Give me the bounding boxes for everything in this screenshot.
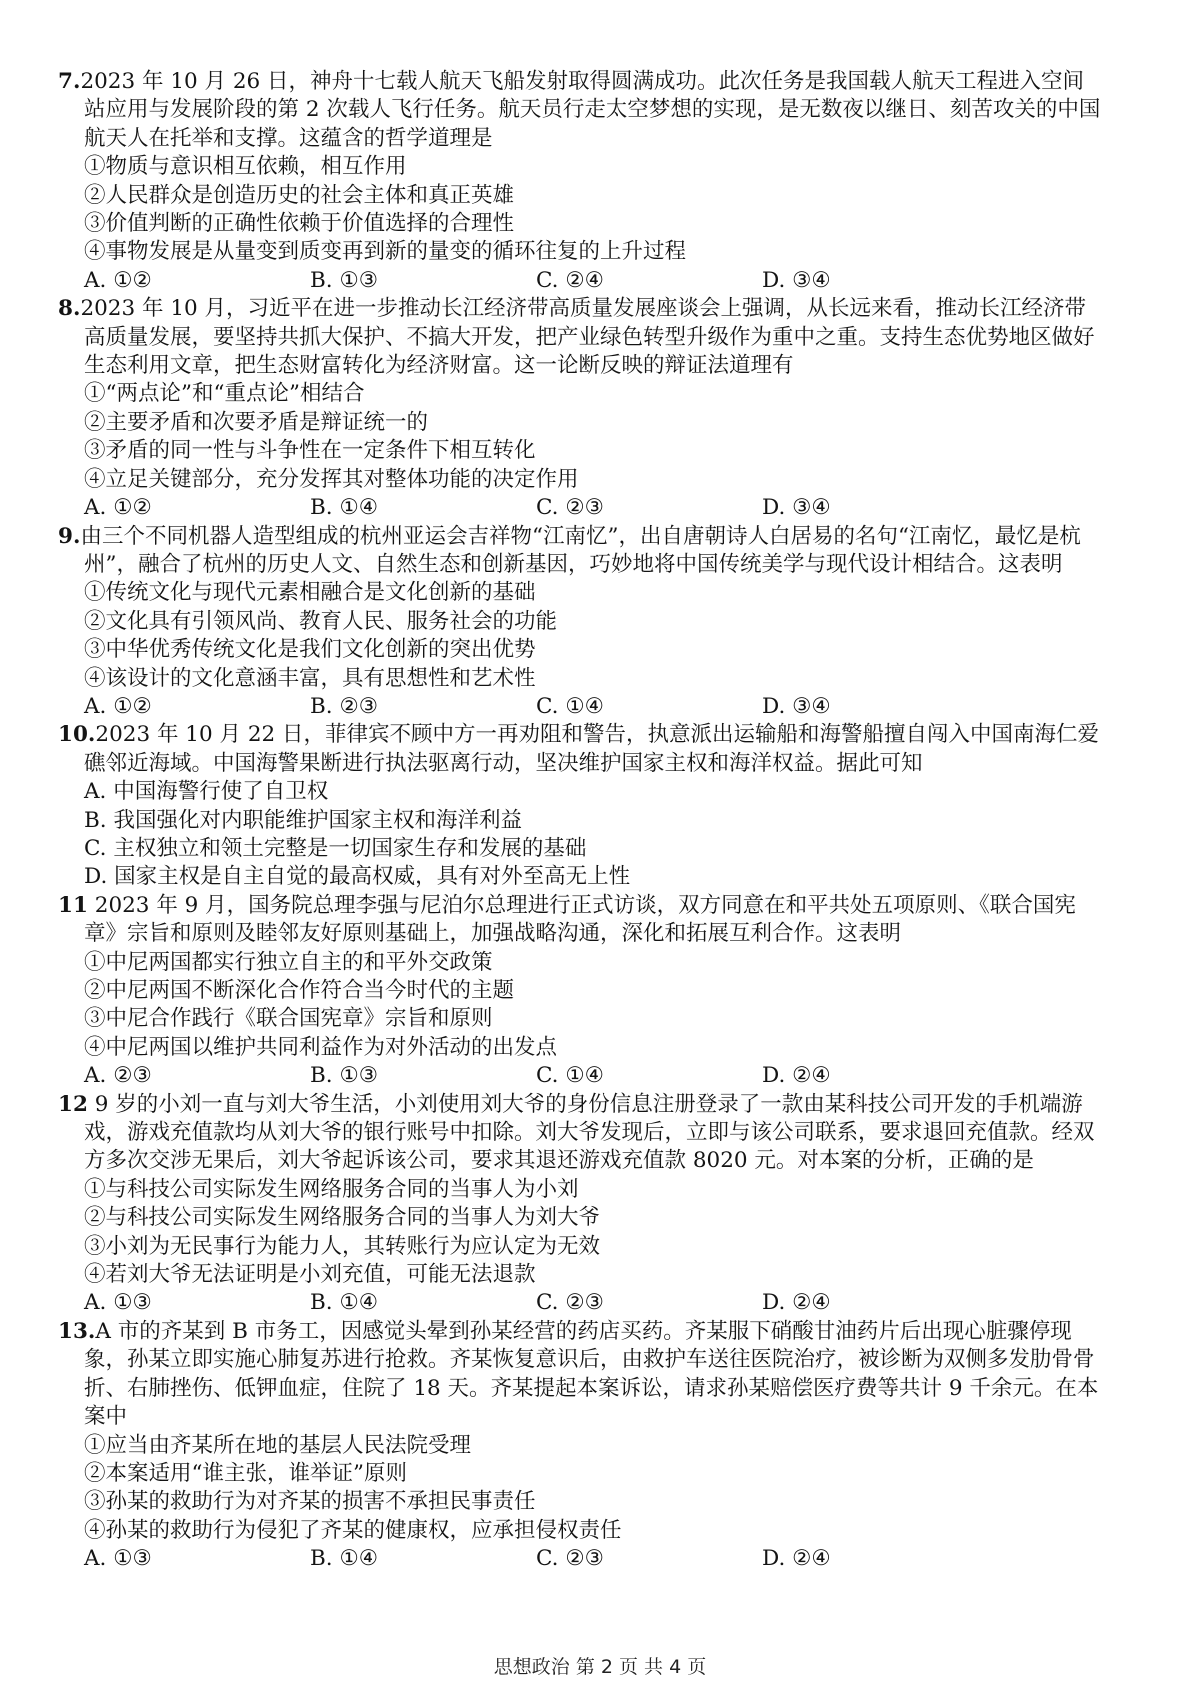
question-9 <box>58 523 1104 722</box>
statement: ②人民群众是创造历史的社会主体和真正英雄 <box>84 182 515 208</box>
choice-a[interactable]: A. ①② <box>84 495 152 521</box>
statement: ③中尼合作践行《联合国宪章》宗旨和原则 <box>84 1006 493 1032</box>
choice-c[interactable]: C. 主权独立和领土完整是一切国家生存和发展的基础 <box>84 835 587 861</box>
question-stem: 2023 年 9 月，国务院总理李强与尼泊尔总理进行正式访谈，双方同意在和平共处五项原则、《联合国宪章》宗旨和原则及睦邻友好原则基础上，加强战略沟通，深化和拓展互利合作。这表明 <box>84 892 1076 947</box>
answer-choices <box>84 494 1104 522</box>
statement: ③价值判断的正确性依赖于价值选择的合理性 <box>84 211 515 237</box>
question-8 <box>58 295 1104 522</box>
choice-a[interactable]: A. ①③ <box>84 1546 152 1572</box>
question-number: 7. <box>58 69 81 94</box>
choice-b[interactable]: B. ①③ <box>310 1063 379 1089</box>
question-7 <box>58 68 1104 295</box>
statement: ①物质与意识相互依赖，相互作用 <box>84 154 407 180</box>
choice-a[interactable]: A. ①② <box>84 267 152 293</box>
statement: ④中尼两国以维护共同利益作为对外活动的出发点 <box>84 1034 558 1060</box>
statement: ④立足关键部分，充分发挥其对整体功能的决定作用 <box>84 466 579 492</box>
choice-b[interactable]: B. ②③ <box>310 693 379 719</box>
choice-d[interactable]: D. 国家主权是自主自觉的最高权威，具有对外至高无上性 <box>84 864 631 890</box>
statement: ①传统文化与现代元素相融合是文化创新的基础 <box>84 580 536 606</box>
choice-c[interactable]: C. ②④ <box>536 267 604 293</box>
question-number: 12 <box>58 1091 88 1117</box>
statement: ①与科技公司实际发生网络服务合同的当事人为小刘 <box>84 1176 579 1202</box>
choice-c[interactable]: C. ①④ <box>536 693 604 719</box>
choice-b[interactable]: B. ①④ <box>310 1290 379 1316</box>
choice-d[interactable]: D. ③④ <box>762 495 831 521</box>
statement: ④事物发展是从量变到质变再到新的量变的循环往复的上升过程 <box>84 239 687 265</box>
answer-choices <box>84 1545 1104 1573</box>
choice-d[interactable]: D. ③④ <box>762 693 831 719</box>
statement: ②中尼两国不断深化合作符合当今时代的主题 <box>84 978 515 1003</box>
statement: ③孙某的救助行为对齐某的损害不承担民事责任 <box>84 1489 536 1515</box>
question-13 <box>58 1318 1104 1574</box>
statement: ②文化具有引领风尚、教育人民、服务社会的功能 <box>84 608 558 634</box>
choice-b[interactable]: B. ①③ <box>310 267 379 293</box>
choice-c[interactable]: C. ②③ <box>536 495 604 521</box>
choice-a[interactable]: A. ①③ <box>84 1290 152 1316</box>
choice-d[interactable]: D. ②④ <box>762 1063 831 1089</box>
question-stem: 由三个不同机器人造型组成的杭州亚运会吉祥物“江南忆”，出自唐朝诗人白居易的名句“江南忆，最忆是杭州”，融合了杭州的历史人文、自然生态和创新基因，巧妙地将中国传统美学与现代设计相结合。这表明 <box>80 523 1081 577</box>
question-number: 11 <box>58 892 88 918</box>
question-stem: A 市的齐某到 B 市务工，因感觉头晕到孙某经营的药店买药。齐某服下硝酸甘油药片后出现心脏骤停现象，孙某立即实施心肺复苏进行抢救。齐某恢复意识后，由救护车送往医院治疗，被诊断为双侧多发肋骨骨折、右肺挫伤、低钾血症，住院了 18 天。齐某提起本案诉讼，请求孙某赔偿医疗费等共计 9 千余元。在本案中 <box>84 1318 1099 1430</box>
choice-d[interactable]: D. ③④ <box>762 267 831 293</box>
choice-a[interactable]: A. 中国海警行使了自卫权 <box>84 779 329 805</box>
question-stem: 2023 年 10 月 26 日，神舟十七载人航天飞船发射取得圆满成功。此次任务是我国载人航天工程进入空间站应用与发展阶段的第 2 次载人飞行任务。航天员行走太空梦想的实现，是无数夜以继日、刻苦攻关的中国航天人在托举和支撑。这蕴含的哲学道理是 <box>80 69 1101 151</box>
question-stem: 2023 年 10 月 22 日，菲律宾不顾中方一再劝阻和警告，执意派出运输船和海警船擅自闯入中国南海仁爱礁邻近海域。中国海警果断进行执法驱离行动，坚决维护国家主权和海洋权益。据此可知 <box>84 722 1100 776</box>
choice-c[interactable]: C. ①④ <box>536 1063 604 1089</box>
statement: ②主要矛盾和次要矛盾是辩证统一的 <box>84 409 429 435</box>
choice-a[interactable]: A. ①② <box>84 693 152 719</box>
choice-d[interactable]: D. ②④ <box>762 1546 831 1572</box>
choice-b[interactable]: B. 我国强化对内职能维护国家主权和海洋利益 <box>84 807 522 833</box>
statement: ③矛盾的同一性与斗争性在一定条件下相互转化 <box>84 438 536 464</box>
question-number: 9. <box>58 523 81 549</box>
answer-choices <box>84 1062 1104 1090</box>
question-stem: 2023 年 10 月，习近平在进一步推动长江经济带高质量发展座谈会上强调，从长远来看，推动长江经济带高质量发展，要坚持共抓大保护、不搞大开发，把产业绿色转型升级作为重中之重。支持生态优势地区做好生态利用文章，把生态财富转化为经济财富。这一论断反映的辩证法道理有 <box>80 296 1095 379</box>
statement: ④孙某的救助行为侵犯了齐某的健康权，应承担侵权责任 <box>84 1517 622 1543</box>
statement: ④该设计的文化意涵丰富，具有思想性和艺术性 <box>84 665 536 691</box>
choice-c[interactable]: C. ②③ <box>536 1546 604 1572</box>
question-10 <box>58 721 1104 891</box>
statement: ①中尼两国都实行独立自主的和平外交政策 <box>84 949 493 975</box>
question-number: 8. <box>58 296 81 322</box>
answer-choices <box>84 1289 1104 1317</box>
choice-b[interactable]: B. ①④ <box>310 1546 379 1572</box>
question-11 <box>58 892 1104 1091</box>
statement: ③小刘为无民事行为能力人，其转账行为应认定为无效 <box>84 1233 601 1259</box>
answer-choices <box>84 267 1104 295</box>
choice-d[interactable]: D. ②④ <box>762 1290 831 1316</box>
page-footer: 思想政治 第 2 页 共 4 页 <box>493 1656 707 1678</box>
statement: ④若刘大爷无法证明是小刘充值，可能无法退款 <box>84 1262 536 1288</box>
choice-a[interactable]: A. ②③ <box>84 1063 152 1089</box>
statement: ②与科技公司实际发生网络服务合同的当事人为刘大爷 <box>84 1205 601 1231</box>
statement: ①应当由齐某所在地的基层人民法院受理 <box>84 1432 472 1458</box>
question-number: 13. <box>58 1318 96 1344</box>
question-12 <box>58 1091 1104 1318</box>
statement: ②本案适用“谁主张，谁举证”原则 <box>84 1460 407 1486</box>
choice-b[interactable]: B. ①④ <box>310 495 379 521</box>
question-stem: 9 岁的小刘一直与刘大爷生活，小刘使用刘大爷的身份信息注册登录了一款由某科技公司开发的手机端游戏，游戏充值款均从刘大爷的银行账号中扣除。刘大爷发现后，立即与该公司联系，要求退回充值款。经双方多次交涉无果后，刘大爷起诉该公司，要求其退还游戏充值款 8020 元。对本案的分析，正确的是 <box>84 1091 1095 1174</box>
answer-choices <box>84 693 1104 721</box>
question-number: 10. <box>58 722 96 748</box>
choice-c[interactable]: C. ②③ <box>536 1290 604 1316</box>
statement: ①“两点论”和“重点论”相结合 <box>84 381 365 407</box>
statement: ③中华优秀传统文化是我们文化创新的突出优势 <box>84 637 536 663</box>
